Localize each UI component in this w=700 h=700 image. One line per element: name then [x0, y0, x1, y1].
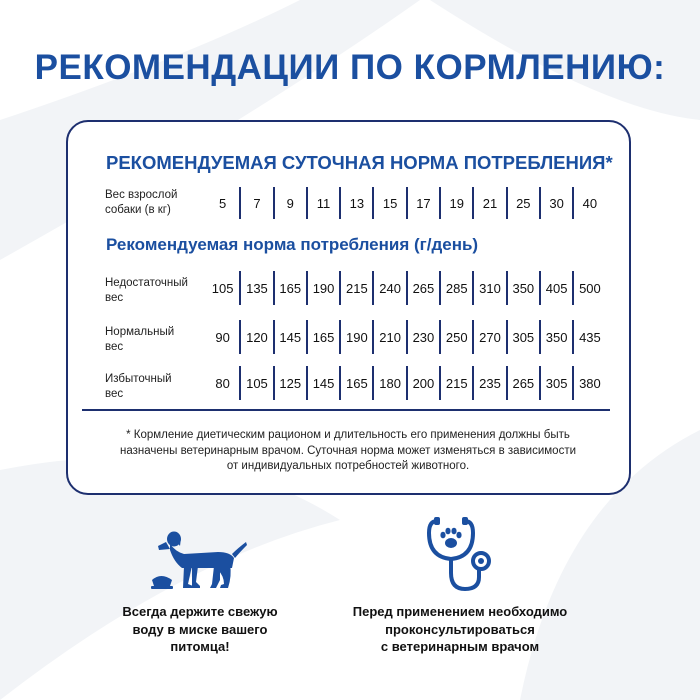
- value-cell: 235: [472, 366, 505, 400]
- value-cell: 305: [539, 366, 572, 400]
- value-cell: 250: [439, 320, 472, 354]
- value-cell: 80: [215, 375, 230, 391]
- value-cell: 310: [472, 271, 505, 305]
- weight-cell: 19: [439, 187, 472, 219]
- section-heading: Рекомендуемая норма потребления (г/день): [106, 235, 479, 254]
- weight-cell: 13: [339, 187, 372, 219]
- value-cell: 165: [306, 320, 339, 354]
- row-label-overweight: Избыточный вес: [105, 373, 172, 400]
- value-cell: 405: [539, 271, 572, 305]
- table-row-normal: [206, 320, 606, 354]
- weight-cell: 11: [306, 187, 339, 219]
- value-cell: 190: [339, 320, 372, 354]
- value-cell: 350: [506, 271, 539, 305]
- value-cell: 125: [273, 366, 306, 400]
- feeding-table-card: [66, 120, 631, 495]
- weight-cell: 5: [219, 195, 227, 211]
- weight-row-label: Вес взрослой собаки (в кг): [105, 189, 178, 216]
- weight-cell: 40: [572, 187, 605, 219]
- value-cell: 105: [239, 366, 272, 400]
- weight-cell: 9: [273, 187, 306, 219]
- value-cell: 265: [406, 271, 439, 305]
- value-cell: 215: [439, 366, 472, 400]
- weight-cell: 30: [539, 187, 572, 219]
- page-title: РЕКОМЕНДАЦИИ ПО КОРМЛЕНИЮ:: [34, 48, 666, 87]
- value-cell: 180: [372, 366, 405, 400]
- dog-with-bowl-icon: [148, 522, 248, 592]
- weight-cell: 21: [472, 187, 505, 219]
- value-cell: 435: [572, 320, 605, 354]
- value-cell: 305: [506, 320, 539, 354]
- row-label-normal: Нормальный вес: [105, 326, 175, 353]
- value-cell: 135: [239, 271, 272, 305]
- stethoscope-paw-icon: [425, 515, 495, 595]
- value-cell: 380: [572, 366, 605, 400]
- table-divider: [82, 409, 610, 411]
- value-cell: 165: [339, 366, 372, 400]
- value-cell: 350: [539, 320, 572, 354]
- table-row-overweight: [206, 366, 606, 400]
- weights-row: [206, 187, 606, 219]
- value-cell: 190: [306, 271, 339, 305]
- value-cell: 240: [372, 271, 405, 305]
- footnote: * Кормление диетическим рационом и длительность его применения должны быть назначены ветеринарным врачом. Суточная норма может изменяться в зависимости от индивидуальных потребностей животного.: [119, 429, 577, 472]
- value-cell: 500: [572, 271, 605, 305]
- table-row-underweight: [206, 271, 606, 305]
- value-cell: 270: [472, 320, 505, 354]
- weight-cell: 25: [506, 187, 539, 219]
- value-cell: 165: [273, 271, 306, 305]
- value-cell: 120: [239, 320, 272, 354]
- row-label-underweight: Недостаточный вес: [105, 277, 188, 304]
- tip-consult-vet: Перед применением необходимо проконсультироваться с ветеринарным врачом: [352, 604, 568, 654]
- value-cell: 145: [306, 366, 339, 400]
- weight-cell: 17: [406, 187, 439, 219]
- value-cell: 90: [215, 329, 230, 345]
- table-subtitle: РЕКОМЕНДУЕМАЯ СУТОЧНАЯ НОРМА ПОТРЕБЛЕНИЯ*: [106, 152, 613, 173]
- value-cell: 285: [439, 271, 472, 305]
- weight-cell: 15: [372, 187, 405, 219]
- value-cell: 200: [406, 366, 439, 400]
- value-cell: 230: [406, 320, 439, 354]
- weight-cell: 7: [239, 187, 272, 219]
- tip-fresh-water: Всегда держите свежую воду в миске вашего питомца!: [122, 604, 278, 654]
- value-cell: 145: [273, 320, 306, 354]
- value-cell: 215: [339, 271, 372, 305]
- value-cell: 210: [372, 320, 405, 354]
- value-cell: 105: [211, 280, 234, 296]
- value-cell: 265: [506, 366, 539, 400]
